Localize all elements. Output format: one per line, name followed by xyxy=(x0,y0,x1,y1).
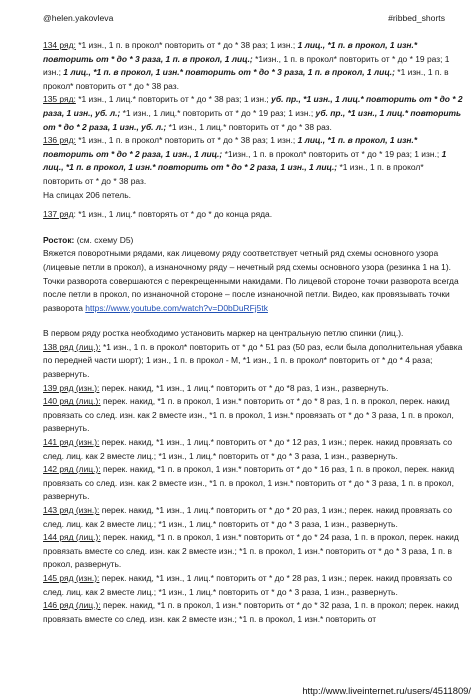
decrease-segment: 1 лиц., *1 п. в прокол, 1 изн.* повторить от * до * 3 раза, 1 п. в прокол, 1 лиц.; xyxy=(63,67,395,78)
growth-heading xyxy=(43,234,463,248)
row-label: 142 ряд (лиц.): xyxy=(43,464,101,475)
decrease-segment: 1 лиц., *1 п. в прокол, 1 изн.* повторить от * до * 2 раза, 1 изн., 1 лиц.; xyxy=(43,135,418,159)
row-text: перек. накид, *1 п. в прокол, 1 изн.* повторить от * до * 8 раз, 1 п. в прокол, перек. накид провязать со след. изн. как 2 вместе изн., *1 п. в прокол, 1 изн.* провязать от * до * 3 раза, 1 п. в прокол, развернуть. xyxy=(43,396,454,434)
growth-row xyxy=(43,504,463,531)
growth-description xyxy=(43,247,463,315)
row-label: 139 ряд (изн.): xyxy=(43,382,100,393)
growth-row xyxy=(43,572,463,599)
growth-rows xyxy=(43,341,463,626)
row-label: 143 ряд (изн.): xyxy=(43,505,100,515)
hashtag: #ribbed_shorts xyxy=(388,13,445,23)
row-label: 136 ряд: xyxy=(43,135,76,146)
growth-title: Росток: xyxy=(43,234,75,245)
decrease-segment: 1 лиц., *1 п. в прокол, 1 изн.* повторить от * до * 2 раза, 1 изн., 1 лиц.; xyxy=(43,148,447,173)
row-137 xyxy=(43,208,463,222)
row-text-segment: *1 изн., 1 лиц.* повторить от * до * 38 раз; 1 изн.; xyxy=(75,94,272,105)
row-label: 141 ряд (изн.): xyxy=(43,437,100,448)
document-body xyxy=(43,39,463,626)
row-label: 138 ряд (лиц.): xyxy=(43,341,101,352)
stitches-note: На спицах 206 петель. xyxy=(43,189,131,200)
row-text: перек. накид, *1 изн., 1 лиц.* повторить от * до * 20 раз, 1 изн.; перек. накид провязать со след. лиц. как 2 вместе лиц.; *1 изн., 1 лиц.* повторить от * до * 3 раза, 1 изн., развернуть. xyxy=(43,505,453,529)
row-text: перек. накид, *1 п. в прокол, 1 изн.* повторить от * до * 16 раз, 1 п. в прокол, перек. накид провязать со след. изн. как 2 вместе изн., *1 п. в прокол, 1 изн.* повторить от * до * 3 раза, 1 п. в прокол, развернуть. xyxy=(43,464,455,502)
watermark: http://www.liveinternet.ru/users/4511809/ xyxy=(302,685,471,696)
row-instruction xyxy=(43,93,463,134)
row-instruction xyxy=(43,134,463,188)
row-text-segment: *1изн., 1 п. в прокол* повторить от * до * 19 раз; 1 изн.; xyxy=(222,148,442,159)
row-label: 144 ряд (лиц.): xyxy=(43,532,101,543)
row-text: перек. накид, *1 п. в прокол, 1 изн.* повторить от * до * 32 раза, 1 п. в прокол; перек. накид провязать вместе со след. изн. как 2 вместе изн.; *1 п. в прокол, 1 изн.* повторить от xyxy=(43,600,459,624)
growth-text: Вяжется поворотными рядами, как лицевому ряду соответствует четный ряд схемы основного узора (лицевые петли в прокол), а изнаночному ряду – нечетный ряд схемы основного узора (резинка 1 на 1). Точки разворота совершаются с перекрещенными накидами. По лицевой стороне точки разворота всегда после петли в прокол, по изнаночной стороне – после изнаночной петли. Видео, как провязывать точки разворота xyxy=(43,248,459,313)
growth-row xyxy=(43,531,463,572)
marker-note: В первом ряду ростка необходимо установить маркер на центральную петлю спинки (лиц.). xyxy=(43,328,404,339)
page-header xyxy=(0,13,475,25)
row-text-segment: *1 изн., 1 лиц.* повторить от * до * 19 раз; 1 изн.; xyxy=(120,107,316,118)
row-label: 145 ряд (изн.): xyxy=(43,572,100,583)
row-text: перек. накид, *1 изн., 1 лиц.* повторить от * до *8 раз, 1 изн., развернуть. xyxy=(99,382,389,393)
decrease-segment: 1 лиц., *1 п. в прокол, 1 изн.* повторить от * до * 3 раза, 1 п. в прокол, 1 лиц.; xyxy=(43,40,418,64)
row-text-segment: *1 изн., 1 п. в прокол* повторить от * до * 38 раз; 1 изн.; xyxy=(75,135,298,146)
row-text: перек. накид, *1 изн., 1 лиц.* повторить от * до * 12 раз, 1 изн.; перек. накид провязать со след. лиц. как 2 вместе лиц.; *1 изн., 1 лиц.* повторить от * до * 3 раза, 1 изн., развернуть. xyxy=(43,437,453,461)
growth-row xyxy=(43,599,463,626)
row-137-text: : *1 изн., 1 лиц.* повторять от * до * до конца ряда. xyxy=(73,209,273,220)
row-text-segment: *1 изн., 1 п. в прокол* повторить от * до * 38 раз. xyxy=(43,67,449,91)
row-text-segment: *1 изн., 1 п. в прокол* повторить от * до * 38 раз; 1 изн.; xyxy=(75,40,298,50)
row-137-label: 137 ряд xyxy=(43,209,74,220)
row-label: 140 ряд (лиц.): xyxy=(43,396,101,407)
row-text-segment: *1 изн., 1 п. в прокол* повторить от * до * 38 раз. xyxy=(43,162,424,186)
decrease-segment: уб. пр., *1 изн., 1 лиц.* повторить от * до * 2 раза, 1 изн., уб. л.; xyxy=(43,94,463,118)
row-label: 135 ряд: xyxy=(43,94,76,105)
growth-row xyxy=(43,341,463,382)
author-handle: @helen.yakovleva xyxy=(43,13,114,23)
row-label: 146 ряд (лиц.): xyxy=(43,600,101,611)
row-text-segment: *1 изн., 1 лиц.* повторить от * до * 38 раз. xyxy=(166,121,332,132)
video-link[interactable]: https://www.youtube.com/watch?v=D0bDuRFj5tk xyxy=(85,302,268,313)
growth-row xyxy=(43,436,463,463)
row-text: перек. накид, *1 п. в прокол, 1 изн.* повторить от * до * 24 раза, 1 п. в прокол, перек. накид провязать вместе со след. изн. как 2 вместе изн.; *1 п. в прокол, 1 изн.* повторить от * до * 3 раза, 1 п. в прокол, развернуть. xyxy=(43,532,459,570)
growth-row xyxy=(43,382,463,396)
growth-row xyxy=(43,395,463,436)
row-instruction xyxy=(43,39,463,93)
row-instructions-top xyxy=(43,39,463,189)
row-text: перек. накид, *1 изн., 1 лиц.* повторить от * до * 28 раз, 1 изн.; перек. накид провязать со след. лиц. как 2 вместе лиц.; *1 изн., 1 лиц.* повторить от * до * 3 раза, 1 изн., развернуть. xyxy=(43,572,453,597)
row-label: 134 ряд: xyxy=(43,40,76,50)
row-text-segment: *1изн., 1 п. в прокол* повторить от * до * 19 раз; 1 изн.; xyxy=(43,53,450,78)
decrease-segment: уб. пр., *1 изн., 1 лиц.* повторить от * до * 2 раза, 1 изн., уб. л.; xyxy=(43,107,462,132)
growth-title-rest: (см. схему D5) xyxy=(74,234,134,245)
growth-row xyxy=(43,463,463,504)
row-text: *1 изн., 1 п. в прокол* повторить от * до * 51 раз (50 раз, если была дополнительная убавка по передней части шорт); 1 изн., 1 п. в прокол - М, *1 изн., 1 п. в прокол* повторить от * до * 4 раза; развернуть. xyxy=(43,341,463,380)
